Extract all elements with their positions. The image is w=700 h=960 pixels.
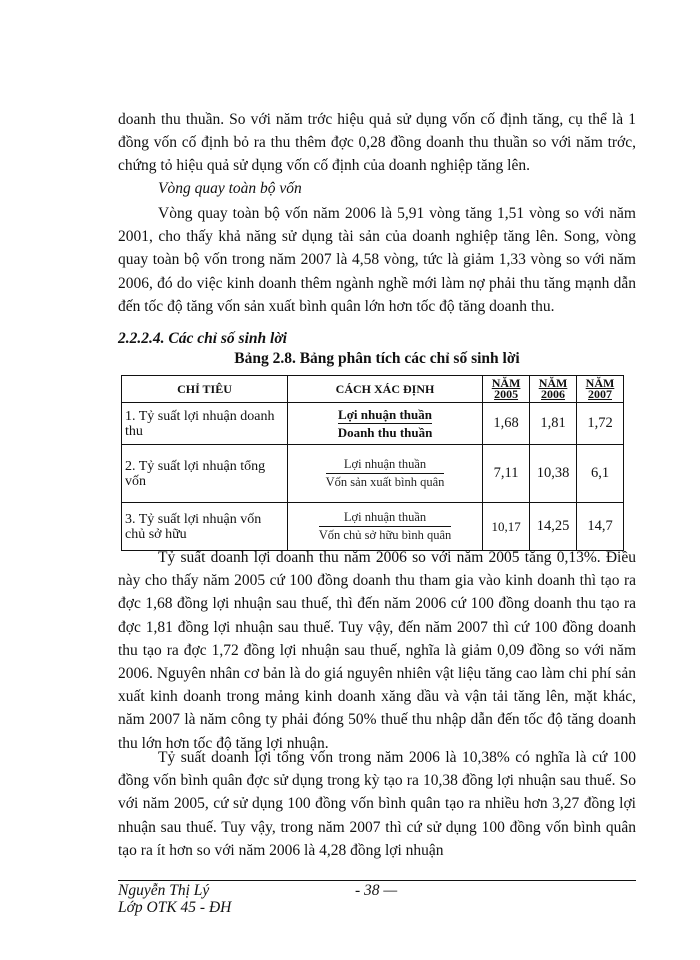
row-method (287, 403, 482, 445)
header-year-2005: NĂM 2005 (483, 376, 530, 403)
revenue-ratio-paragraph: Tỷ suất doanh lợi doanh thu năm 2006 so với năm 2005 tăng 0,13%. Điều này cho thấy năm 2005 cứ 100 đồng doanh thu tham gia vào kinh doanh thì tạo ra đợc 1,68 đồng lợi nhuận sau thuế, thì đến năm 2006 cứ 100 đồng doanh thu tạo ra đợc 1,81 đồng lợi nhuận sau thuế. Tuy vậy, đến năm 2007 thì cứ 100 đồng doanh thu tạo ra đợc 1,72 đồng lợi nhuận sau thuế, nghĩa là giảm 0,09 đồng so với năm 2006. Nguyên nhân cơ bản là do giá nguyên nhiên vật liệu tăng cao làm chi phí sản xuất kinh doanh trong mảng kinh doanh xăng dầu và vận tải tăng lên, mặt khác, năm 2007 là năm công ty phải đóng 50% thuế thu nhập dẫn đến tốc độ tăng doanh thu lớn hơn tốc độ tăng lợi nhuận. (118, 549, 636, 752)
table-row (122, 503, 624, 551)
fraction (326, 456, 445, 491)
header-indicator: CHỈ TIÊU (122, 376, 288, 403)
row-method (287, 445, 482, 503)
value-2007: 1,72 (577, 403, 624, 445)
row-method (287, 503, 482, 551)
turnover-paragraph: Vòng quay toàn bộ vốn năm 2006 là 5,91 vòng tăng 1,51 vòng so với năm 2001, cho thấy khả năng sử dụng tài sản của doanh nghiệp tăng lên. Song, vòng quay toàn bộ vốn trong năm 2007 là 4,58 vòng, tức là giảm 1,33 vòng so với năm 2006, đó do việc kinh doanh thêm ngành nghề mới làm nợ phải thu tăng mạnh dẫn đến tốc độ tăng vốn sản xuất bình quân lớn hơn tốc độ tăng doanh thu. (118, 205, 636, 315)
value-2006: 14,25 (530, 503, 577, 551)
subheading-turnover: Vòng quay toàn bộ vốn (158, 180, 302, 197)
table-header-row (122, 376, 624, 403)
fraction-denominator: Doanh thu thuần (337, 424, 433, 440)
header-year-2006: NĂM 2006 (530, 376, 577, 403)
fraction (319, 509, 451, 544)
table-row (122, 445, 624, 503)
footer-divider (118, 880, 636, 881)
fraction-numerator: Lợi nhuận thuần (343, 457, 427, 471)
fraction (338, 406, 433, 441)
value-2005: 10,17 (483, 503, 530, 551)
value-2007: 6,1 (577, 445, 624, 503)
value-2006: 10,38 (530, 445, 577, 503)
value-2005: 1,68 (483, 403, 530, 445)
row-indicator: 1. Tỷ suất lợi nhuận doanh thu (122, 403, 288, 445)
value-2007: 14,7 (577, 503, 624, 551)
intro-paragraph: doanh thu thuần. So với năm trớc hiệu quả sử dụng vốn cố định tăng, cụ thể là 1 đồng vốn cố định bỏ ra thu thêm đợc 0,28 đồng doanh thu thuần so với năm trớc, chứng tỏ hiệu quả sử dụng vốn cố định của doanh nghiệp tăng lên. (118, 111, 636, 175)
page-number: - 38 — (355, 882, 398, 899)
header-method: CÁCH XÁC ĐỊNH (287, 376, 482, 403)
table-row (122, 403, 624, 445)
footer-author-block (118, 882, 231, 916)
fraction-denominator: Vốn sản xuất bình quân (325, 475, 445, 489)
fraction-denominator: Vốn chủ sở hữu bình quân (318, 528, 452, 542)
profitability-table (121, 375, 624, 551)
fraction-numerator: Lợi nhuận thuần (343, 510, 427, 524)
table-title: Bảng 2.8. Bảng phân tích các chỉ số sinh lời (234, 350, 520, 367)
footer-class: Lớp OTK 45 - ĐH (118, 899, 232, 916)
row-indicator: 2. Tỷ suất lợi nhuận tổng vốn (122, 445, 288, 503)
section-heading: 2.2.2.4. Các chỉ số sinh lời (118, 330, 287, 347)
header-year-2007: NĂM 2007 (577, 376, 624, 403)
value-2006: 1,81 (530, 403, 577, 445)
footer-author: Nguyễn Thị Lý (118, 882, 210, 899)
row-indicator: 3. Tỷ suất lợi nhuận vốn chủ sở hữu (122, 503, 288, 551)
value-2005: 7,11 (483, 445, 530, 503)
fraction-numerator: Lợi nhuận thuần (338, 406, 432, 422)
capital-ratio-paragraph: Tỷ suất doanh lợi tổng vốn trong năm 2006 là 10,38% có nghĩa là cứ 100 đồng vốn bình quân đợc sử dụng trong kỳ tạo ra 10,38 đồng lợi nhuận sau thuế. So với năm 2005, cứ sử dụng 100 đồng vốn bình quân tạo ra nhiều hơn 3,27 đồng lợi nhuận sau thuế. Tuy vậy, trong năm 2007 thì cứ sử dụng 100 đồng vốn bình quân tạo ra ít hơn so với năm 2006 là 4,28 đồng lợi nhuận (118, 749, 636, 859)
